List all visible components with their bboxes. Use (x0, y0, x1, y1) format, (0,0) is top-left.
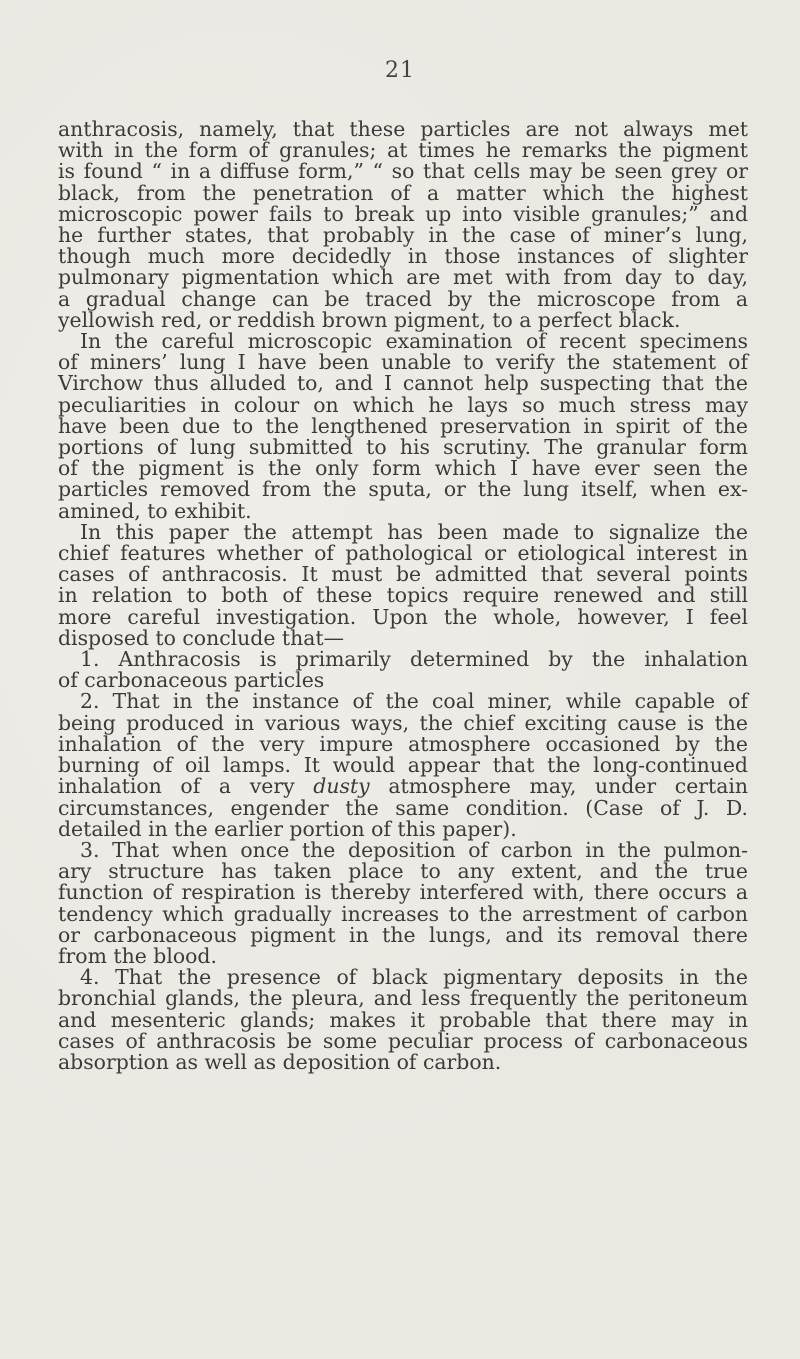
text-line: cases of anthracosis be some peculiar process of carbonaceous (58, 1028, 748, 1053)
text-line: disposed to conclude that— (58, 625, 344, 650)
text-line: 2. That in the instance of the coal miner, while capable of (80, 689, 748, 714)
text-line (58, 776, 748, 797)
text-line: Virchow thus alluded to, and I cannot help suspecting that the (58, 371, 748, 396)
text-line: inhalation of the very impure atmosphere occasioned by the (58, 731, 748, 756)
text-line: bronchial glands, the pleura, and less frequently the peritoneum (58, 986, 748, 1011)
body-text (58, 119, 748, 1073)
text-line: of the pigment is the only form which I have ever seen the (58, 456, 748, 481)
text-line: is found “ in a diffuse form,” “ so that cells may be seen grey or (58, 159, 748, 184)
text-line: 1. Anthracosis is primarily determined by the inhalation (80, 647, 748, 672)
text-line: peculiarities in colour on which he lays so much stress may (58, 392, 748, 417)
text-line: in relation to both of these topics require renewed and still (58, 583, 748, 608)
text-line: a gradual change can be traced by the microscope from a (58, 286, 748, 311)
text-line: black, from the penetration of a matter which the highest (58, 180, 748, 205)
text-line: In the careful microscopic examination of recent specimens (80, 329, 748, 354)
text-line: and mesenteric glands; makes it probable that there may in (58, 1007, 748, 1032)
text-line: more careful investigation. Upon the whole, however, I feel (58, 604, 748, 629)
text-line: particles removed from the sputa, or the lung itself, when ex- (58, 477, 748, 502)
text-line: burning of oil lamps. It would appear that the long-continued (58, 753, 748, 778)
text-line: cases of anthracosis. It must be admitted that several points (58, 562, 748, 587)
text-line: being produced in various ways, the chief exciting cause is the (58, 710, 748, 735)
text-segment: inhalation of a very (58, 774, 295, 799)
text-line: with in the form of granules; at times he remarks the pigment (58, 138, 748, 163)
text-line: chief features whether of pathological or etiological interest in (58, 541, 748, 566)
text-segment: atmosphere may, under certain (388, 774, 749, 799)
text-line: yellowish red, or reddish brown pigment, to a perfect black. (58, 307, 681, 332)
text-line: of miners’ lung I have been unable to verify the statement of (58, 350, 748, 375)
text-line: amined, to exhibit. (58, 498, 252, 523)
text-line: anthracosis, namely, that these particles are not always met (58, 117, 748, 141)
page-number: 21 (385, 58, 415, 83)
text-line: function of respiration is thereby interfered with, there occurs a (58, 880, 748, 905)
text-line: circumstances, engender the same condition. (Case of J. D. (58, 795, 748, 820)
text-line: tendency which gradually increases to the arrestment of carbon (58, 901, 748, 926)
text-line: detailed in the earlier portion of this paper). (58, 816, 517, 841)
text-line: ary structure has taken place to any extent, and the true (58, 859, 748, 884)
text-line: he further states, that probably in the case of miner’s lung, (58, 223, 748, 248)
text-line: from the blood. (58, 943, 217, 968)
text-line: In this paper the attempt has been made to signalize the (80, 519, 748, 544)
text-line: 3. That when once the deposition of carbon in the pulmon- (80, 837, 748, 862)
text-line: of carbonaceous particles (58, 668, 325, 693)
text-line: have been due to the lengthened preservation in spirit of the (58, 413, 748, 438)
text-line: pulmonary pigmentation which are met with from day to day, (58, 265, 748, 290)
text-line: absorption as well as deposition of carbon. (58, 1049, 502, 1074)
text-line: though much more decidedly in those instances of slighter (58, 244, 748, 269)
text-line: microscopic power fails to break up into visible granules;” and (58, 201, 748, 226)
text-line: or carbonaceous pigment in the lungs, and its removal there (58, 922, 748, 947)
italic-word: dusty (313, 774, 370, 799)
text-line: 4. That the presence of black pigmentary deposits in the (80, 965, 748, 990)
text-line: portions of lung submitted to his scrutiny. The granular form (58, 435, 748, 460)
